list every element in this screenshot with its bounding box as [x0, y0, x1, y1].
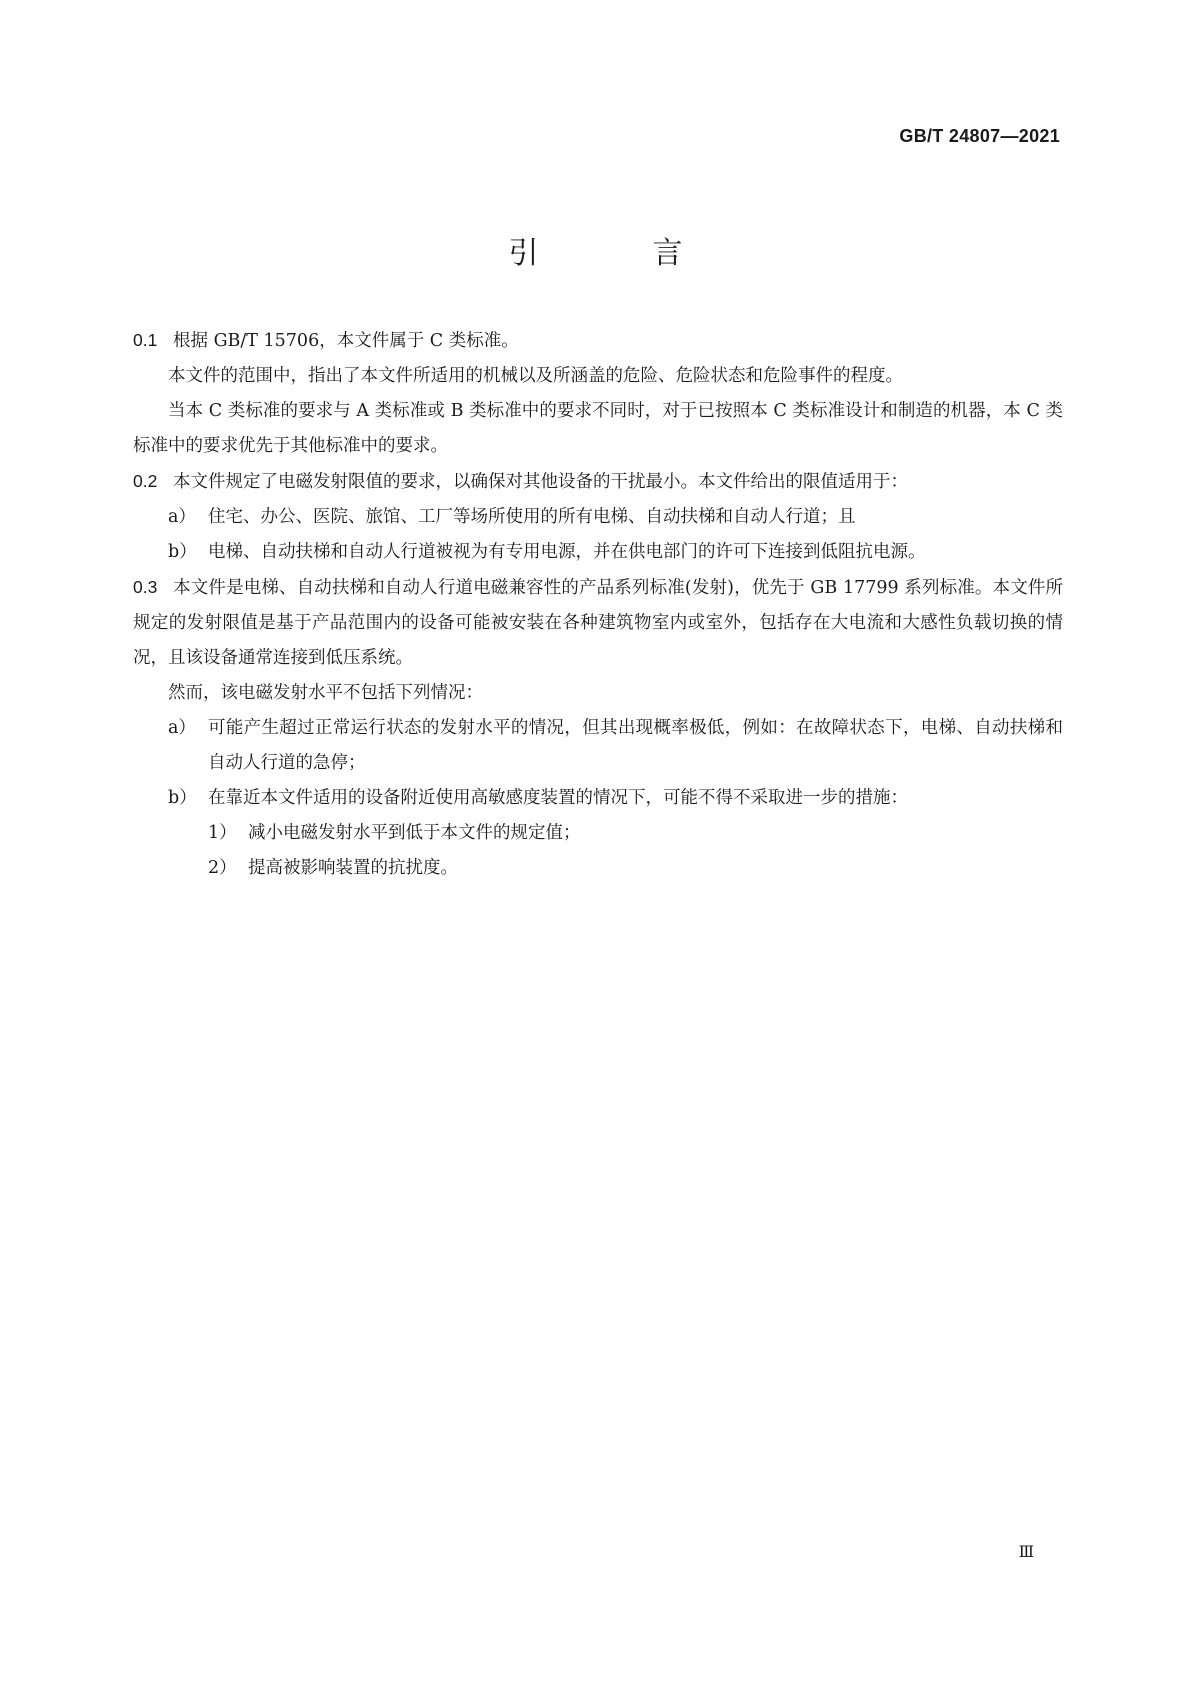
- clause-number: 0.1: [133, 330, 158, 350]
- list-marker: 1）: [208, 823, 237, 843]
- clause-0-2: [133, 464, 1063, 500]
- list-item-text: 可能产生超过正常运行状态的发射水平的情况，但其出现概率极低，例如：在故障状态下，电梯、自动扶梯和自动人行道的急停；: [208, 718, 1063, 773]
- list-item-text: 电梯、自动扶梯和自动人行道被视为有专用电源，并在供电部门的许可下连接到低阻抗电源。: [208, 542, 926, 562]
- list-marker: a）: [168, 718, 196, 738]
- sub-list-item: [133, 816, 1063, 851]
- paragraph: 本文件的范围中，指出了本文件所适用的机械以及所涵盖的危险、危险状态和危险事件的程度。: [168, 366, 903, 386]
- clause-text: 本文件是电梯、自动扶梯和自动人行道电磁兼容性的产品系列标准(发射)，优先于 GB 17799 系列标准。本文件所规定的发射限值是基于产品范围内的设备可能被安装在各种建筑物室内或室外，包括存在大电流和大感性负载切换的情况，且该设备通常连接到低压系统。: [133, 578, 1063, 668]
- list-item-text: 住宅、办公、医院、旅馆、工厂等场所使用的所有电梯、自动扶梯和自动人行道；且: [208, 507, 856, 527]
- list-item-text: 提高被影响装置的抗扰度。: [248, 858, 458, 878]
- list-item-text: 减小电磁发射水平到低于本文件的规定值；: [248, 823, 581, 843]
- list-item: [133, 711, 1063, 781]
- clause-0-3: [133, 570, 1063, 676]
- list-marker: b）: [168, 542, 197, 562]
- clause-text: 根据 GB/T 15706，本文件属于 C 类标准。: [173, 331, 519, 351]
- list-item-text: 在靠近本文件适用的设备附近使用高敏感度装置的情况下，可能不得不采取进一步的措施：: [208, 788, 908, 808]
- page-number: Ⅲ: [1018, 1544, 1034, 1561]
- paragraph: 然而，该电磁发射水平不包括下列情况：: [168, 683, 483, 703]
- list-item: [133, 535, 1063, 570]
- clause-0-1: [133, 323, 1063, 359]
- page-title: 引 言: [508, 236, 725, 271]
- list-marker: b）: [168, 788, 197, 808]
- document-code: GB/T 24807—2021: [899, 126, 1060, 146]
- list-item: [133, 781, 1063, 816]
- paragraph: 当本 C 类标准的要求与 A 类标准或 B 类标准中的要求不同时，对于已按照本 C 类标准设计和制造的机器，本 C 类标准中的要求优先于其他标准中的要求。: [133, 401, 1063, 456]
- clause-text: 本文件规定了电磁发射限值的要求，以确保对其他设备的干扰最小。本文件给出的限值适用于：: [173, 472, 908, 492]
- list-item: [133, 500, 1063, 535]
- list-marker: a）: [168, 507, 196, 527]
- clause-number: 0.3: [133, 577, 158, 597]
- clause-number: 0.2: [133, 471, 158, 491]
- document-body: [133, 323, 1063, 886]
- list-marker: 2）: [208, 858, 237, 878]
- sub-list-item: [133, 851, 1063, 886]
